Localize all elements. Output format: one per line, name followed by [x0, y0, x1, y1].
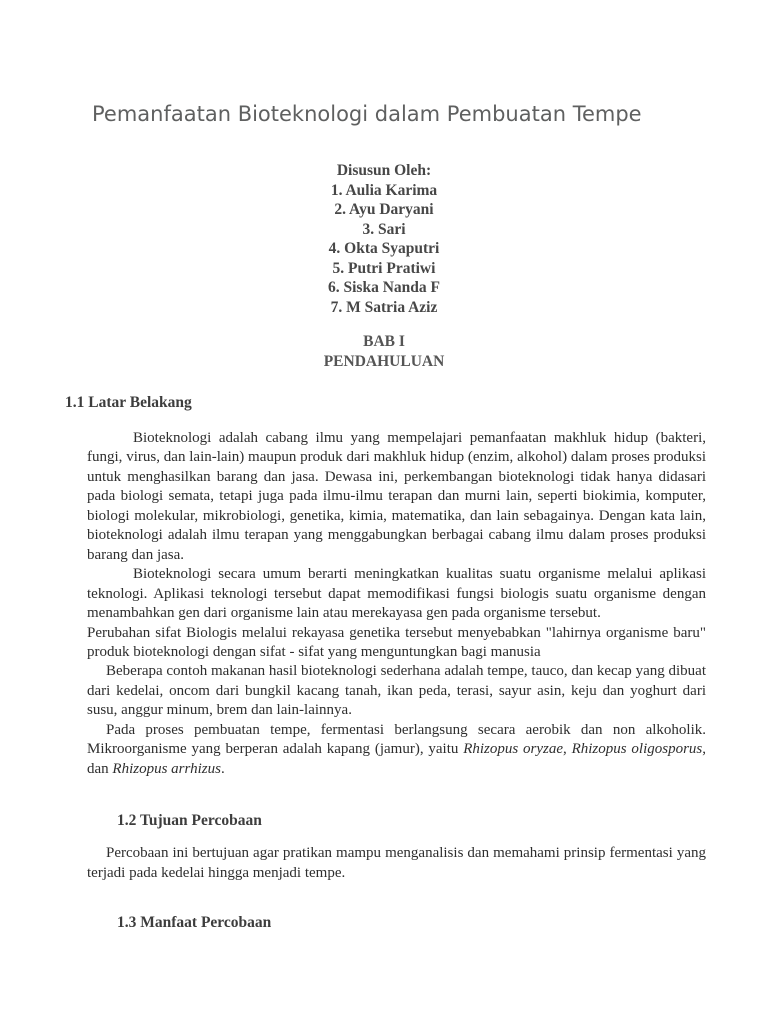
section-tujuan-percobaan	[87, 812, 706, 883]
paragraph: Percobaan ini bertujuan agar pratikan mampu menganalisis dan memahami prinsip fermentasi yang terjadi pada kedelai hingga menjadi tempe.	[87, 845, 706, 881]
chapter-heading	[0, 332, 768, 371]
chapter-title: PENDAHULUAN	[323, 352, 445, 370]
section-latar-belakang	[65, 394, 706, 779]
paragraph: Pada proses pembuatan tempe, fermentasi berlangsung secara aerobik dan non alkoholik. Mikroorganisme yang berperan adalah kapang (jamur), yaitu Rhizopus oryzae, Rhizopus oligosporus, dan Rhizopus arrhizus.	[87, 721, 706, 777]
byline	[0, 161, 768, 317]
document-body	[65, 394, 706, 932]
paragraph: Beberapa contoh makanan hasil bioteknologi sederhana adalah tempe, tauco, dan kecap yang dibuat dari kedelai, oncom dari bungkil kacang tanah, ikan peda, terasi, sayur asin, keju dan yoghurt dari susu, anggur minum, brem dan lain-lainnya.	[87, 663, 706, 719]
section-heading-tujuan-percobaan: 1.2 Tujuan Percobaan	[117, 812, 262, 830]
paragraph: Perubahan sifat Biologis melalui rekayasa genetika tersebut menyebabkan "lahirnya organisme baru" produk bioteknologi dengan sifat - sifat yang menguntungkan bagi manusia	[87, 624, 706, 660]
section-heading-latar-belakang: 1.1 Latar Belakang	[65, 394, 192, 411]
section-manfaat-percobaan	[87, 914, 706, 932]
author-list	[0, 181, 768, 318]
author-item: 3. Sari	[362, 220, 406, 238]
author-item: 5. Putri Pratiwi	[332, 259, 436, 277]
paragraph: Bioteknologi adalah cabang ilmu yang mempelajari pemanfaatan makhluk hidup (bakteri, fungi, virus, dan lain-lain) maupun produk dari makhluk hidup (enzim, alkohol) dalam proses produksi untuk menghasilkan barang dan jasa. Dewasa ini, perkembangan bioteknologi tidak hanya didasari pada biologi semata, tetapi juga pada ilmu-ilmu terapan dan murni lain, seperti biokimia, komputer, biologi molekular, mikrobiologi, genetika, kimia, matematika, dan lain sebagainya. Dengan kata lain, bioteknologi adalah ilmu terapan yang menggabungkan berbagai cabang ilmu dalam proses produksi barang dan jasa.	[87, 430, 706, 563]
section-heading-manfaat-percobaan: 1.3 Manfaat Percobaan	[117, 914, 272, 932]
section-paragraphs	[87, 429, 706, 779]
chapter-label: BAB I	[363, 333, 405, 350]
author-item: 4. Okta Syaputri	[328, 240, 440, 257]
paragraph: Bioteknologi secara umum berarti meningkatkan kualitas suatu organisme melalui aplikasi teknologi. Aplikasi teknologi tersebut dapat memodifikasi fungsi biologis suatu organisme dengan menambahkan gen dari organisme lain atau merekayasa gen pada organisme tersebut.	[87, 566, 706, 622]
document-title: Pemanfaatan Bioteknologi dalam Pembuatan Tempe	[92, 102, 642, 126]
section-paragraphs	[87, 844, 706, 883]
author-item: 2. Ayu Daryani	[334, 201, 434, 218]
byline-heading: Disusun Oleh:	[336, 162, 432, 179]
author-item: 1. Aulia Karima	[330, 181, 438, 199]
author-item: 7. M Satria Aziz	[330, 298, 438, 316]
author-item: 6. Siska Nanda F	[328, 279, 440, 296]
